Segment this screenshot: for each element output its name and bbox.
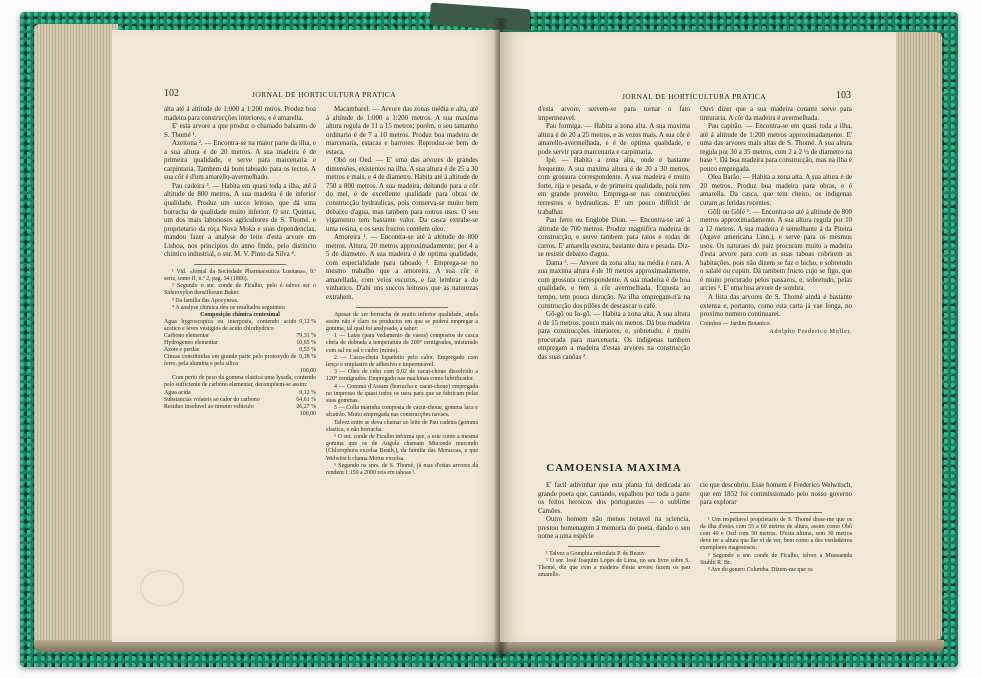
footnotes	[538, 551, 690, 580]
table-row: Substancias volateis ao calor do carbono 64,61 %	[164, 396, 316, 403]
footnote: Com perto de peso da gomma elastica uma lysada, contendo pelo sufficiente de carbono elementar, decompõem-se assim:	[164, 375, 316, 389]
footnote: ⁴ A analyse chimica deu os resultados seguintes:	[172, 304, 286, 311]
paragraph: d'esta arvore, servem-se para tornar o fato impermeavel.	[538, 106, 690, 122]
footnotes	[326, 312, 478, 478]
footnote: ¹ Talvez a Gomphia reticulata P. de Beauv.	[546, 550, 646, 557]
left-column-2	[326, 106, 478, 477]
paragraph: Ouvi dizer que a sua madeira corante serve para tinturaria. A côr da madeira é avermelhada.	[700, 106, 852, 122]
paragraph: Amoreira ¹. — Encontra-se até á altitude de 800 metros. Altura, 20 metros approximadamente; por 4 a 5 de diametro. A sua madeira é de optima qualidade, com especialidade para taboado ². Emprega-se no mesmo trabalho que a amoreira. A sua côr é amarellada, com veios escuros, e faz lembrar a do vinhatico. D'ahi uns succos leitosos que as naturezas extrahem.	[326, 234, 478, 302]
right-column-2	[700, 106, 852, 337]
footnote: ³ Ave do genero Columba. Dizem-me que os	[708, 567, 813, 574]
paragraph: Pau capitão. — Encontra-se em quasi toda a ilha, até á altitude de 1:200 metros approximadamente. E' uma das arvores mais altas de S. Thomé. A sua altura regula por 30 a 35 metros, com 2 a 2 ½ de diametro na base ¹. Dá boa madeira para construcção, mas na ilha é pouco empregada.	[700, 123, 852, 173]
footnote: 3 — Oleo de cebo com 0,02 de cacut-choue dissolvido a 120° centigrados. Empregado nas machinas como lubrificador.	[326, 369, 478, 383]
footnote: Talvez entre se deva chamar ao leite de Pau cadeira (gomma elastica, e não borracha.	[326, 419, 478, 433]
paragraph: cie que descobriu. Esse homem é Frederico Welwitsch, que em 1852 foi commissionado pelo nosso governo para explorar	[700, 482, 852, 507]
footnote: 5 — Colla marinha composta de cacut-choue, gomma laca e alcatrão. Muito empregada nas construcções navaes.	[326, 405, 478, 419]
running-head: JORNAL DE HORTICULTURA PRATICA	[252, 90, 397, 99]
footnotes	[164, 269, 316, 418]
table-total: 100,00	[299, 368, 316, 375]
footnote: ² Segundo o snr. conde de Ficalho, pelo é talvez ser o Sideroxylon densiflorum Baker.	[164, 283, 316, 297]
decomposition-table	[164, 390, 316, 418]
paragraph: alta até á altitude de 1:000 a 1:200 mtros. Produz boa madeira para construcções interiores, e é amarella.	[164, 106, 316, 122]
paragraph: Pau ferro ou Englobe Dion. — Encontra-se até á altitude de 700 metros. Produz magnifica madeira de construcção, e serve tambem para raios e rodas de carros. E' amarella escura, bastante dura e pesada. Diz-se resistir debaixo d'agua.	[538, 217, 690, 259]
table-total: 100,00	[299, 410, 316, 417]
table-title: Composição chimica centesimal	[200, 312, 280, 319]
paragraph: Pau cadeira ³. — Habita em quasi toda a ilha, até á altitude de 800 metros. A sua madeira é de inferior qualidade. Produz um succo leitoso, que dá uma borracha de qualidade muito inferior. O snr. Quintas, um dos mais laboriosos agricultores de S. Thomé, e proprietario da roça Nova Moka e suas dependencias, mandou fazer a analyse do leite d'esta arvore em Lisboa, nos principios do anno findo, pelo distincto chimico industrial, o snr. M. V. Pinto da Silva ⁴.	[164, 182, 316, 259]
right-column-2-lower	[700, 482, 852, 574]
left-column-1	[164, 106, 316, 418]
page-stack-right	[890, 32, 942, 640]
table-row: Agua hygroscopica ou interposta, contendo acido acetico e leves vestigios de acido chlorhydrico 9,12 %	[164, 319, 316, 333]
paragraph: E' esta arvore a que produz o chamado balsamo de S. Thomé ¹.	[164, 123, 316, 139]
paragraph: Gô-gô ou Io-gô. — Habita a zona alta. A sua altura é de 15 metros, pouco mais ou menos. Dá boa madeira para construcções interiores, e, sobretudo, é muito procurada para marcenaria. Os indigenas tambem empregam a madeira d'estas arvores na construcção das suas canôas ³.	[538, 311, 690, 361]
paragraph: Olea Barão. — Habita a zona alta. A sua altura é de 20 metros. Produz boa madeira para obras, e é amarella. Da casca, que tem cheiro, os indigenas curam as feridas recentes.	[700, 174, 852, 208]
footnote: ¹ Um respeitavel proprietario de S. Thomé disse-me que os da ilha d'estes com 55 a 60 metros de altura, assim como Obô com 40 e Oed com 50 metros. D'esta ultima, sem 30 metros deve ter a altura que lhe vi de ver, bem como a des verdadeiros exemplares magestosos.	[700, 516, 852, 552]
table-row: Carbono elementar 79,31 %	[164, 333, 316, 340]
footnote: ³ Da familia das Apocyneas.	[172, 297, 239, 304]
running-head: JORNAL DE HORTICULTURA PRATICA	[622, 92, 767, 101]
page-stack-left	[34, 24, 118, 650]
divider	[730, 512, 822, 513]
table-row: Cinzas constituidas em grande parte pelo protoxydo de ferro, pela alumina e pela silica 0,38 %	[164, 354, 316, 368]
dateline: Coimbra — Jardim Botanico.	[700, 320, 771, 327]
table-row: Azote e perdas 0,53 %	[164, 347, 316, 354]
divider	[194, 264, 286, 265]
paragraph: Azeitona ². — Encontra-se na maior parte da ilha, e a sua altura é de 20 metros. A sua madeira é de primeira qualidade, e serve para marcenaria e carpintaria. Tambem dá bom taboado para os tectos. A sua côr é d'um amarello-avermelhado.	[164, 140, 316, 182]
table-row: Agua acida 9,12 %	[164, 389, 316, 396]
footnote: 4 — Gomma d'Assam (borracha e cacut-choue) empregada no impresso de quasi todos os usos para que se fabricam pelas suas gommas.	[326, 383, 478, 405]
footnote: ² Segundo o snr. conde de Ficalho, talvez a Mussaenda Stuhlii R. Br.	[700, 552, 852, 566]
footnote: 1 — Latas (para vedamento de vasos) compostos de casca cheia de dobrada a temperatura de 200° centigrados, misturado com sal ou sal e carbo (mínio).	[326, 333, 478, 354]
library-stamp	[140, 570, 184, 606]
page-number: 103	[836, 90, 851, 101]
divider	[568, 546, 660, 547]
section-title: CAMOENSIA MAXIMA	[546, 462, 682, 474]
footnotes	[700, 517, 852, 575]
paragraph: Gôfi ou Gôfé ². — Encontra-se até á altitude de 800 metros approximadamente. A sua altura regula por 10 a 12 metros. A sua madeira é semelhante á da Piteira (Agave americana Linn.), e serve para os mesmos usos. Os naturaes do paiz procuram muito a madeira d'esta arvore para com as suas taboas cobrirem as habitações, pois não dizem se faz o bicho, e sobretudo o salalé ou cupim. Dá tambem fructo cujo se figo, que é muito procurado pelos passaros, e, sobretudo, pelas arcies ³. E' uma boa arvore de sombra.	[700, 208, 852, 293]
paragraph: A lista das arvores de S. Thomé ainda é bastante extensa e, portanto, como esta carta já vae longa, no proximo numero continuarei.	[700, 294, 852, 319]
footnote: ⁶ Segundo os snrs. de S. Thomé, já mas d'estas arvores dá rendem 1:150 a 2000 reis em taboas ¹.	[326, 462, 478, 477]
right-page	[500, 32, 896, 642]
footnote: ¹ Vid. «Jornal da Sociedade Pharmaceutica Lusitana», 9.ª serie, tomo II, n.º 2, pag. 34 (1886).	[164, 268, 316, 283]
divider	[356, 307, 448, 308]
composition-table	[164, 319, 316, 375]
footnote: 2 — Casca-cheia liquefeito pelo calor. Empregado com lenço e emplastro de adhesivo e impermeavel.	[326, 354, 478, 368]
paragraph: Pau formiga. — Habita a zona alta. A sua maxima altura é de 20 a 25 metros, e ás vezes mais. A sua côr é amarello-avermelhada, e é de optima qualidade, e pode servir para marcenaria e carpintaria.	[538, 123, 690, 156]
footnote: Apesar de ser borracha de muito inferior qualidade, ainda assim não é claro os productos em que se poderá empregar a gomma, tal qual foi analysada, a saber:	[326, 311, 478, 332]
footnote: ⁵ O snr. conde de Ficalho informa que, a este como a mesma gomma que os de Angola chamam Mucondo mucondo (Chlorophora excelsa Benth.), da familia das Moraceas, e que Welwitsch chama Morus excelsa.	[326, 434, 478, 462]
footnote: ² O snr. José Joaquim Lopes de Lima, no seu livro sobre S. Thomé, diz que com a madeira d'esta arvore fazem os pau amarello.	[538, 558, 690, 579]
paragraph: Macambarel. — Arvore das zonas média e alta, até á altitude de 1:000 a 1:200 metros. A sua maxima altura regula de 11 a 15 metros; porém, o seu tamanho ordinario é de 7 a 10 metros. Produz boa madeira de marcenaria, estacas e barrotes. Reproduz-se bem de estaca.	[326, 106, 478, 156]
paragraph: Obó ou Oed. — E' uma das arvores de grandes dimensões, existentes na ilha. A sua altura é de 25 a 30 metros e mais, e 4 de diametro. Habita até á altitude de 750 a 800 metros. A sua madeira, deitando para a côr do mel, é de excellente qualidade para obras de construcção hydraulicas, pois conserva-se muito bem debaixo d'agua, mas tambem para outros usos. O seu vigamento tem bastante valor. Da casca extrahe-se uma resina, e os seus fructos contêem oleo.	[326, 157, 478, 233]
paragraph: Outro homem não menos notavel na sciencia, prestou homenagem á memoria do poeta, dando o seu nome a uma espécie	[538, 516, 690, 541]
paragraph: Dama ³. — Arvore da zona alta; na média é rara. A sua maxima altura é de 10 metros approximadamente, com grossura correspondente. A sua madeira é de boa qualidade, e tem a côr avermelhada. Exposta ao tempo, tem pouca duração. Na ilha empregam-n'a na construcção dos pilões de descascar o café.	[538, 259, 690, 310]
paragraph: E' facil adivinhar que esta planta foi dedicada ao grande poeta que, cantando, espalhou por toda a parte os feitos heroicos dos portuguezes — o sublime Camões.	[538, 482, 690, 515]
table-row: Hydrogeneo elementar 10,65 %	[164, 340, 316, 347]
paragraph: Ipé. — Habita a zona alta, onde é bastante frequente. A sua maxima altura é de 20 a 30 metros, com grossura correspondente. A sua madeira é muito forte, rija e pesada, e de primeira qualidade, pois tem em grande proveito. Emprega-se nas construcções terrestres e hydraulicas. E' um pouco difficil de trabalhar.	[538, 157, 690, 216]
right-column-1-lower	[538, 482, 690, 580]
signature: Adolpho Frederico Moller.	[769, 328, 852, 336]
right-column-1	[538, 106, 690, 362]
page-number: 102	[164, 88, 179, 99]
left-page	[112, 30, 500, 642]
table-row: Residuo insoluvel ao mesmo vehiculo 26,27 %	[164, 403, 316, 410]
